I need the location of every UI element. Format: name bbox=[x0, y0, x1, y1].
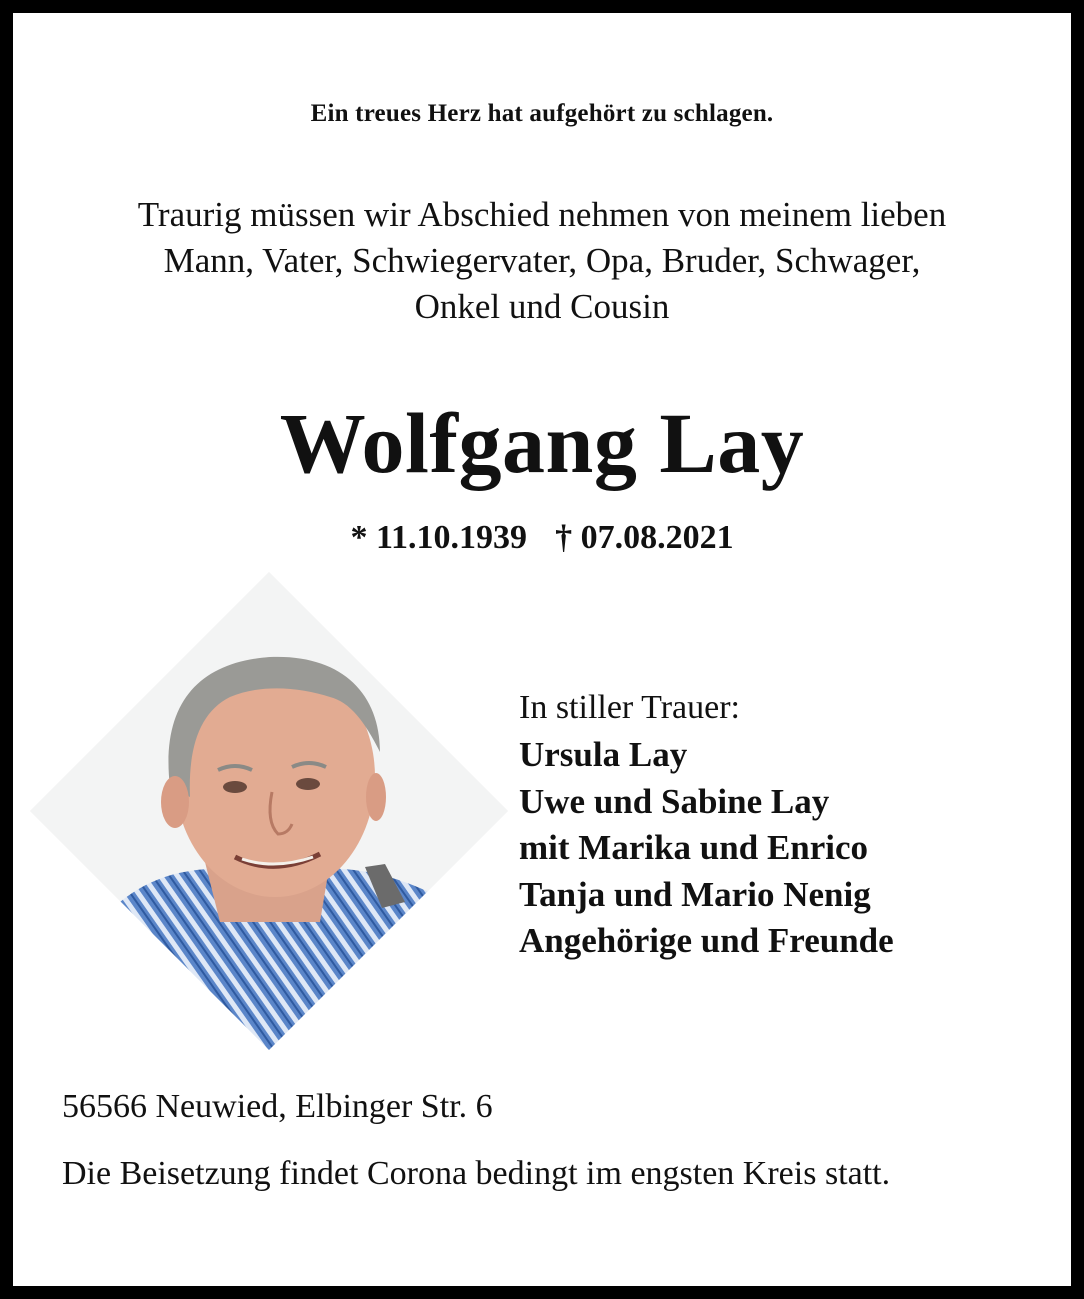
intro-line: Traurig müssen wir Abschied nehmen von meinem lieben bbox=[137, 195, 947, 234]
birth-date: * 11.10.1939 bbox=[350, 519, 528, 556]
mourners-list bbox=[519, 732, 894, 965]
deceased-name: Wolfgang Lay bbox=[279, 395, 805, 491]
mourners-block bbox=[519, 684, 894, 965]
portrait-photo bbox=[30, 572, 508, 1050]
mourner-entry: Uwe und Sabine Lay bbox=[519, 781, 830, 821]
family-address: 56566 Neuwied, Elbinger Str. 6 bbox=[62, 1088, 493, 1125]
mourner-entry: Tanja und Mario Nenig bbox=[519, 874, 871, 914]
mourner-entry: mit Marika und Enrico bbox=[519, 828, 869, 867]
funeral-note: Die Beisetzung findet Corona bedingt im engsten Kreis statt. bbox=[62, 1155, 891, 1192]
intro-line: Onkel und Cousin bbox=[414, 287, 670, 326]
death-date: † 07.08.2021 bbox=[555, 519, 734, 556]
mourner-entry: Ursula Lay bbox=[519, 735, 688, 774]
life-dates bbox=[0, 519, 1084, 557]
intro-line: Mann, Vater, Schwiegervater, Opa, Bruder, Schwager, bbox=[163, 241, 921, 280]
motto-line: Ein treues Herz hat aufgehört zu schlagen. bbox=[310, 100, 774, 127]
intro-text bbox=[0, 192, 1084, 330]
mourners-label: In stiller Trauer: bbox=[519, 689, 740, 726]
mourner-entry: Angehörige und Freunde bbox=[519, 921, 894, 960]
